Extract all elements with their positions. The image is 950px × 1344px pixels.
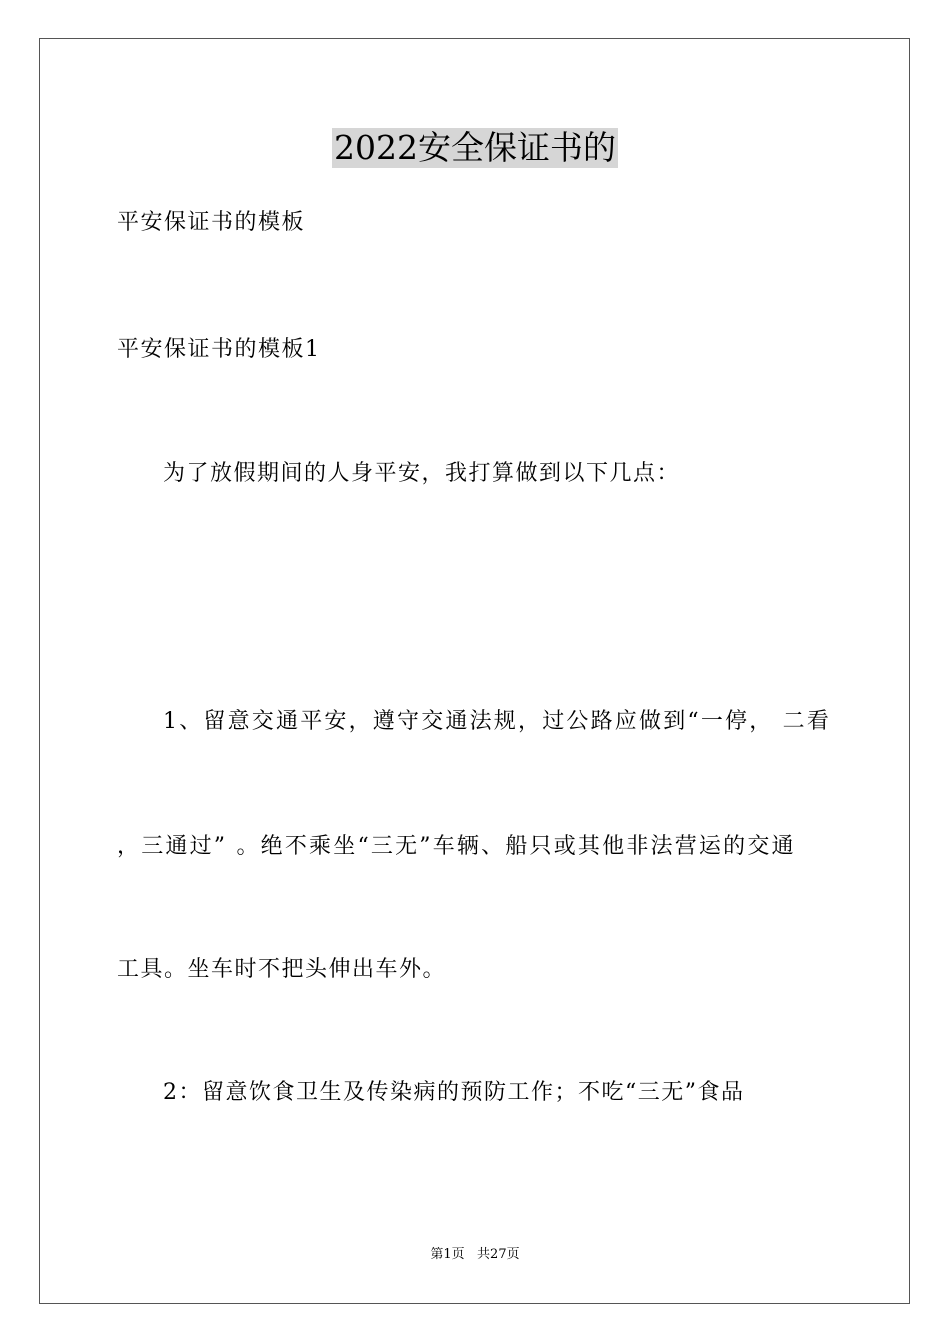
document-title [0, 128, 950, 168]
document-title-text: 2022安全保证书的 [334, 128, 616, 167]
paragraph-item-1-line-3: 工具。坐车时不把头伸出车外。 [117, 957, 447, 982]
paragraph-item-1-line-1: 1、留意交通平安，遵守交通法规，过公路应做到“一停， 二看 [163, 709, 832, 734]
paragraph-item-2: 2：留意饮食卫生及传染病的预防工作；不吃“三无”食品 [163, 1080, 745, 1105]
page-footer: 第1页 共27页 [430, 1247, 520, 1262]
paragraph-subheading: 平安保证书的模板1 [117, 337, 321, 362]
paragraph-heading: 平安保证书的模板 [117, 210, 306, 235]
paragraph-item-1-line-2: ，三通过” 。绝不乘坐“三无”车辆、船只或其他非法营运的交通 [117, 834, 796, 859]
paragraph-intro: 为了放假期间的人身平安，我打算做到以下几点： [163, 461, 681, 486]
